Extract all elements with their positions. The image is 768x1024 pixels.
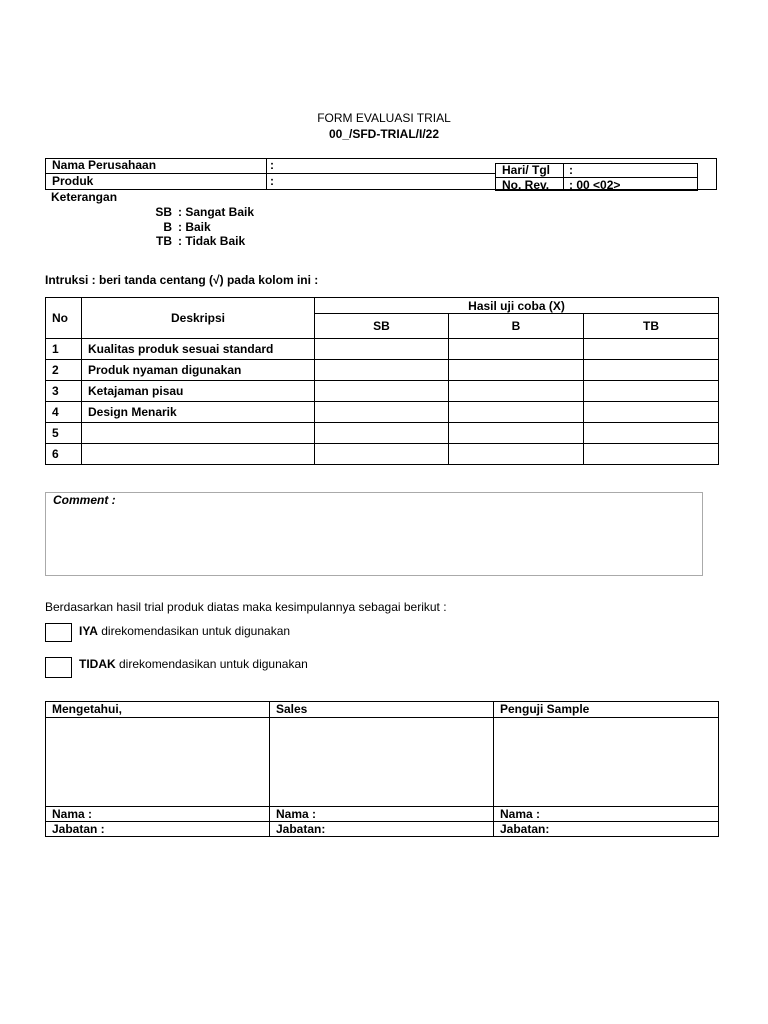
legend-code: SB bbox=[155, 205, 172, 219]
legend-text: : Baik bbox=[178, 220, 211, 234]
form-title: FORM EVALUASI TRIAL bbox=[317, 111, 451, 125]
name-field[interactable]: Nama : bbox=[46, 807, 270, 822]
cell-tb[interactable] bbox=[584, 339, 719, 360]
header-b: B bbox=[449, 314, 584, 339]
date-rev-col-divider bbox=[563, 163, 564, 191]
product-colon: : bbox=[270, 174, 274, 188]
header-sb: SB bbox=[315, 314, 449, 339]
yes-checkbox[interactable] bbox=[45, 623, 72, 642]
cell-sb[interactable] bbox=[315, 402, 449, 423]
cell-tb[interactable] bbox=[584, 444, 719, 465]
cell-b[interactable] bbox=[449, 423, 584, 444]
row-no: 5 bbox=[46, 423, 82, 444]
date-colon: : bbox=[569, 163, 573, 177]
comment-box[interactable] bbox=[45, 492, 703, 576]
header-col-divider bbox=[266, 158, 267, 190]
form-number: 00_/SFD-TRIAL/I/22 bbox=[328, 127, 440, 141]
row-no: 1 bbox=[46, 339, 82, 360]
rev-value: : 00 <02> bbox=[569, 178, 621, 192]
row-no: 4 bbox=[46, 402, 82, 423]
table-row bbox=[46, 423, 719, 444]
legend-code: TB bbox=[156, 234, 172, 248]
position-field[interactable]: Jabatan: bbox=[494, 822, 719, 837]
cell-tb[interactable] bbox=[584, 381, 719, 402]
company-colon: : bbox=[270, 158, 274, 172]
legend-item-tb bbox=[144, 234, 245, 248]
header-description: Deskripsi bbox=[82, 298, 315, 339]
position-field[interactable]: Jabatan: bbox=[270, 822, 494, 837]
cell-sb[interactable] bbox=[315, 381, 449, 402]
cell-tb[interactable] bbox=[584, 402, 719, 423]
yes-option bbox=[79, 624, 290, 638]
cell-sb[interactable] bbox=[315, 360, 449, 381]
conclusion-text: Berdasarkan hasil trial produk diatas maka kesimpulannya sebagai berikut : bbox=[45, 600, 447, 614]
table-row bbox=[46, 339, 719, 360]
cell-b[interactable] bbox=[449, 402, 584, 423]
date-label: Hari/ Tgl bbox=[502, 163, 551, 177]
rev-label: No. Rev. bbox=[502, 178, 550, 192]
no-checkbox[interactable] bbox=[45, 657, 72, 678]
legend-text: : Sangat Baik bbox=[178, 205, 255, 219]
legend-code: B bbox=[163, 220, 172, 234]
cell-b[interactable] bbox=[449, 444, 584, 465]
cell-sb[interactable] bbox=[315, 444, 449, 465]
row-description: Ketajaman pisau bbox=[82, 381, 315, 402]
row-description: Design Menarik bbox=[82, 402, 315, 423]
yes-label: IYA bbox=[79, 624, 98, 638]
name-field[interactable]: Nama : bbox=[494, 807, 719, 822]
no-description: direkomendasikan untuk digunakan bbox=[115, 657, 308, 671]
sig-header-acknowledged: Mengetahui, bbox=[46, 702, 270, 718]
row-no: 6 bbox=[46, 444, 82, 465]
position-field[interactable]: Jabatan : bbox=[46, 822, 270, 837]
signature-area-sales[interactable] bbox=[270, 718, 494, 807]
row-description bbox=[82, 423, 315, 444]
cell-b[interactable] bbox=[449, 381, 584, 402]
cell-sb[interactable] bbox=[315, 423, 449, 444]
cell-tb[interactable] bbox=[584, 360, 719, 381]
instruction-text: Intruksi : beri tanda centang (√) pada kolom ini : bbox=[45, 273, 319, 287]
row-description: Produk nyaman digunakan bbox=[82, 360, 315, 381]
product-label: Produk bbox=[52, 174, 94, 188]
no-label: TIDAK bbox=[79, 657, 116, 671]
header-no: No bbox=[46, 298, 82, 339]
cell-b[interactable] bbox=[449, 360, 584, 381]
table-row bbox=[46, 444, 719, 465]
cell-b[interactable] bbox=[449, 339, 584, 360]
legend-item-b bbox=[144, 220, 211, 234]
signature-table bbox=[45, 701, 719, 837]
header-result: Hasil uji coba (X) bbox=[315, 298, 719, 314]
name-field[interactable]: Nama : bbox=[270, 807, 494, 822]
table-row bbox=[46, 381, 719, 402]
legend-text: : Tidak Baik bbox=[178, 234, 246, 248]
legend-item-sb bbox=[144, 205, 254, 219]
row-no: 2 bbox=[46, 360, 82, 381]
signature-area-tester[interactable] bbox=[494, 718, 719, 807]
legend-title: Keterangan bbox=[51, 190, 118, 204]
table-row bbox=[46, 402, 719, 423]
comment-label: Comment : bbox=[53, 493, 116, 507]
sig-header-tester: Penguji Sample bbox=[494, 702, 719, 718]
company-label: Nama Perusahaan bbox=[52, 158, 157, 172]
yes-description: direkomendasikan untuk digunakan bbox=[97, 624, 291, 638]
row-description: Kualitas produk sesuai standard bbox=[82, 339, 315, 360]
signature-area-acknowledged[interactable] bbox=[46, 718, 270, 807]
cell-sb[interactable] bbox=[315, 339, 449, 360]
row-description bbox=[82, 444, 315, 465]
no-option bbox=[79, 657, 308, 671]
header-tb: TB bbox=[584, 314, 719, 339]
sig-header-sales: Sales bbox=[270, 702, 494, 718]
cell-tb[interactable] bbox=[584, 423, 719, 444]
table-row bbox=[46, 360, 719, 381]
row-no: 3 bbox=[46, 381, 82, 402]
evaluation-table bbox=[45, 297, 719, 465]
